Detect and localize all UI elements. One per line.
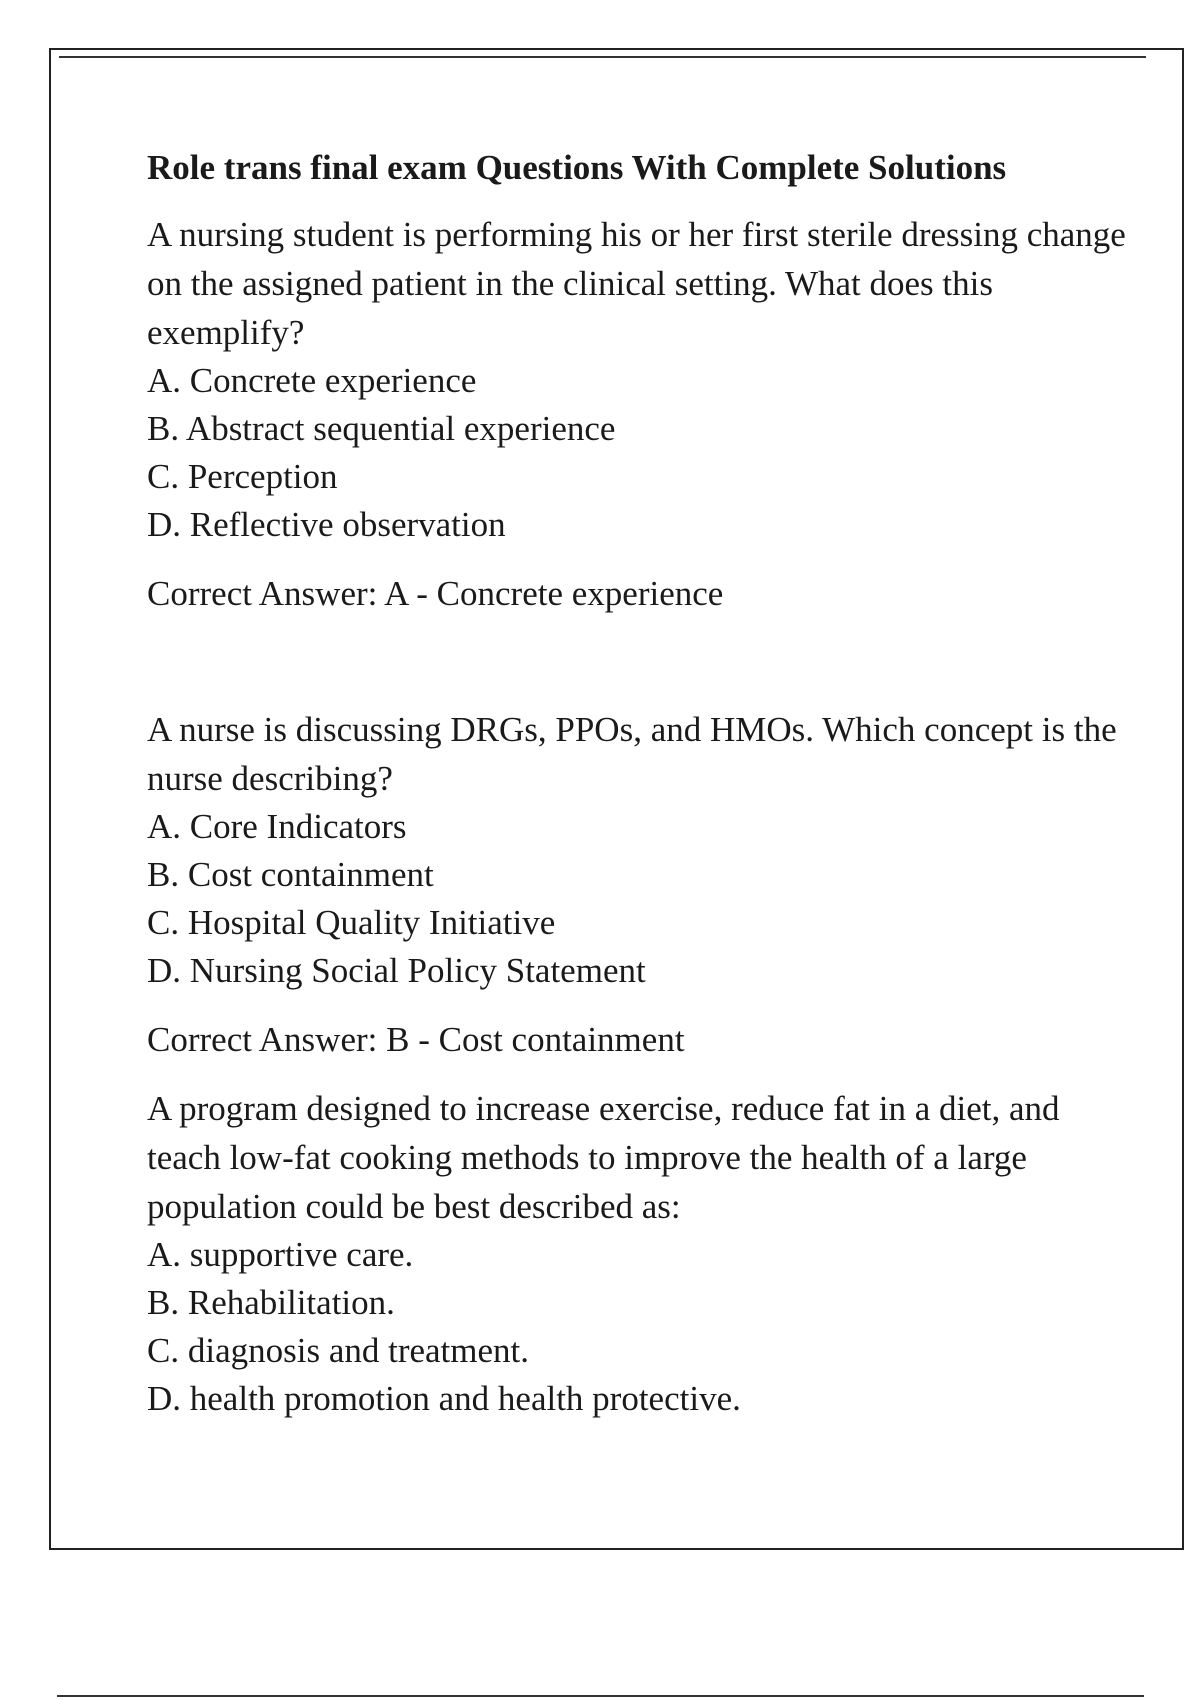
spacer: [147, 618, 1127, 705]
question-1-option-c: C. Perception: [147, 457, 338, 496]
page-frame: [49, 48, 1184, 1550]
question-3-text: A program designed to increase exercise, reduce fat in a diet, and teach low-fat cooking methods to improve the health of a large population could be best described as:: [147, 1089, 1060, 1226]
question-2-answer: Correct Answer: B - Cost containment: [147, 1020, 685, 1059]
document-content: [147, 146, 1127, 1423]
document-title: Role trans final exam Questions With Complete Solutions: [147, 148, 1007, 187]
question-3-option-c: C. diagnosis and treatment.: [147, 1331, 530, 1370]
question-2-option-b: B. Cost containment: [147, 855, 434, 894]
question-1-text: A nursing student is performing his or her first sterile dressing change on the assigned patient in the clinical setting. What does this exemplify?: [147, 215, 1126, 352]
question-2-option-c: C. Hospital Quality Initiative: [147, 903, 556, 942]
question-1-option-a: A. Concrete experience: [147, 361, 477, 400]
question-3-option-b: B. Rehabilitation.: [147, 1283, 395, 1322]
top-rule: [59, 56, 1146, 58]
bottom-rule: [57, 1695, 1144, 1697]
question-2-option-a: A. Core Indicators: [147, 807, 407, 846]
question-3-option-d: D. health promotion and health protective.: [147, 1379, 741, 1418]
spacer: [147, 1064, 1127, 1084]
question-1-option-b: B. Abstract sequential experience: [147, 409, 616, 448]
question-2-text: A nurse is discussing DRGs, PPOs, and HMOs. Which concept is the nurse describing?: [147, 710, 1117, 798]
question-3-option-a: A. supportive care.: [147, 1235, 414, 1274]
question-2-option-d: D. Nursing Social Policy Statement: [147, 951, 646, 990]
question-3: [147, 1084, 1127, 1423]
question-1-option-d: D. Reflective observation: [147, 505, 506, 544]
question-1: [147, 210, 1127, 618]
question-2: [147, 705, 1127, 1064]
question-1-answer: Correct Answer: A - Concrete experience: [147, 574, 724, 613]
